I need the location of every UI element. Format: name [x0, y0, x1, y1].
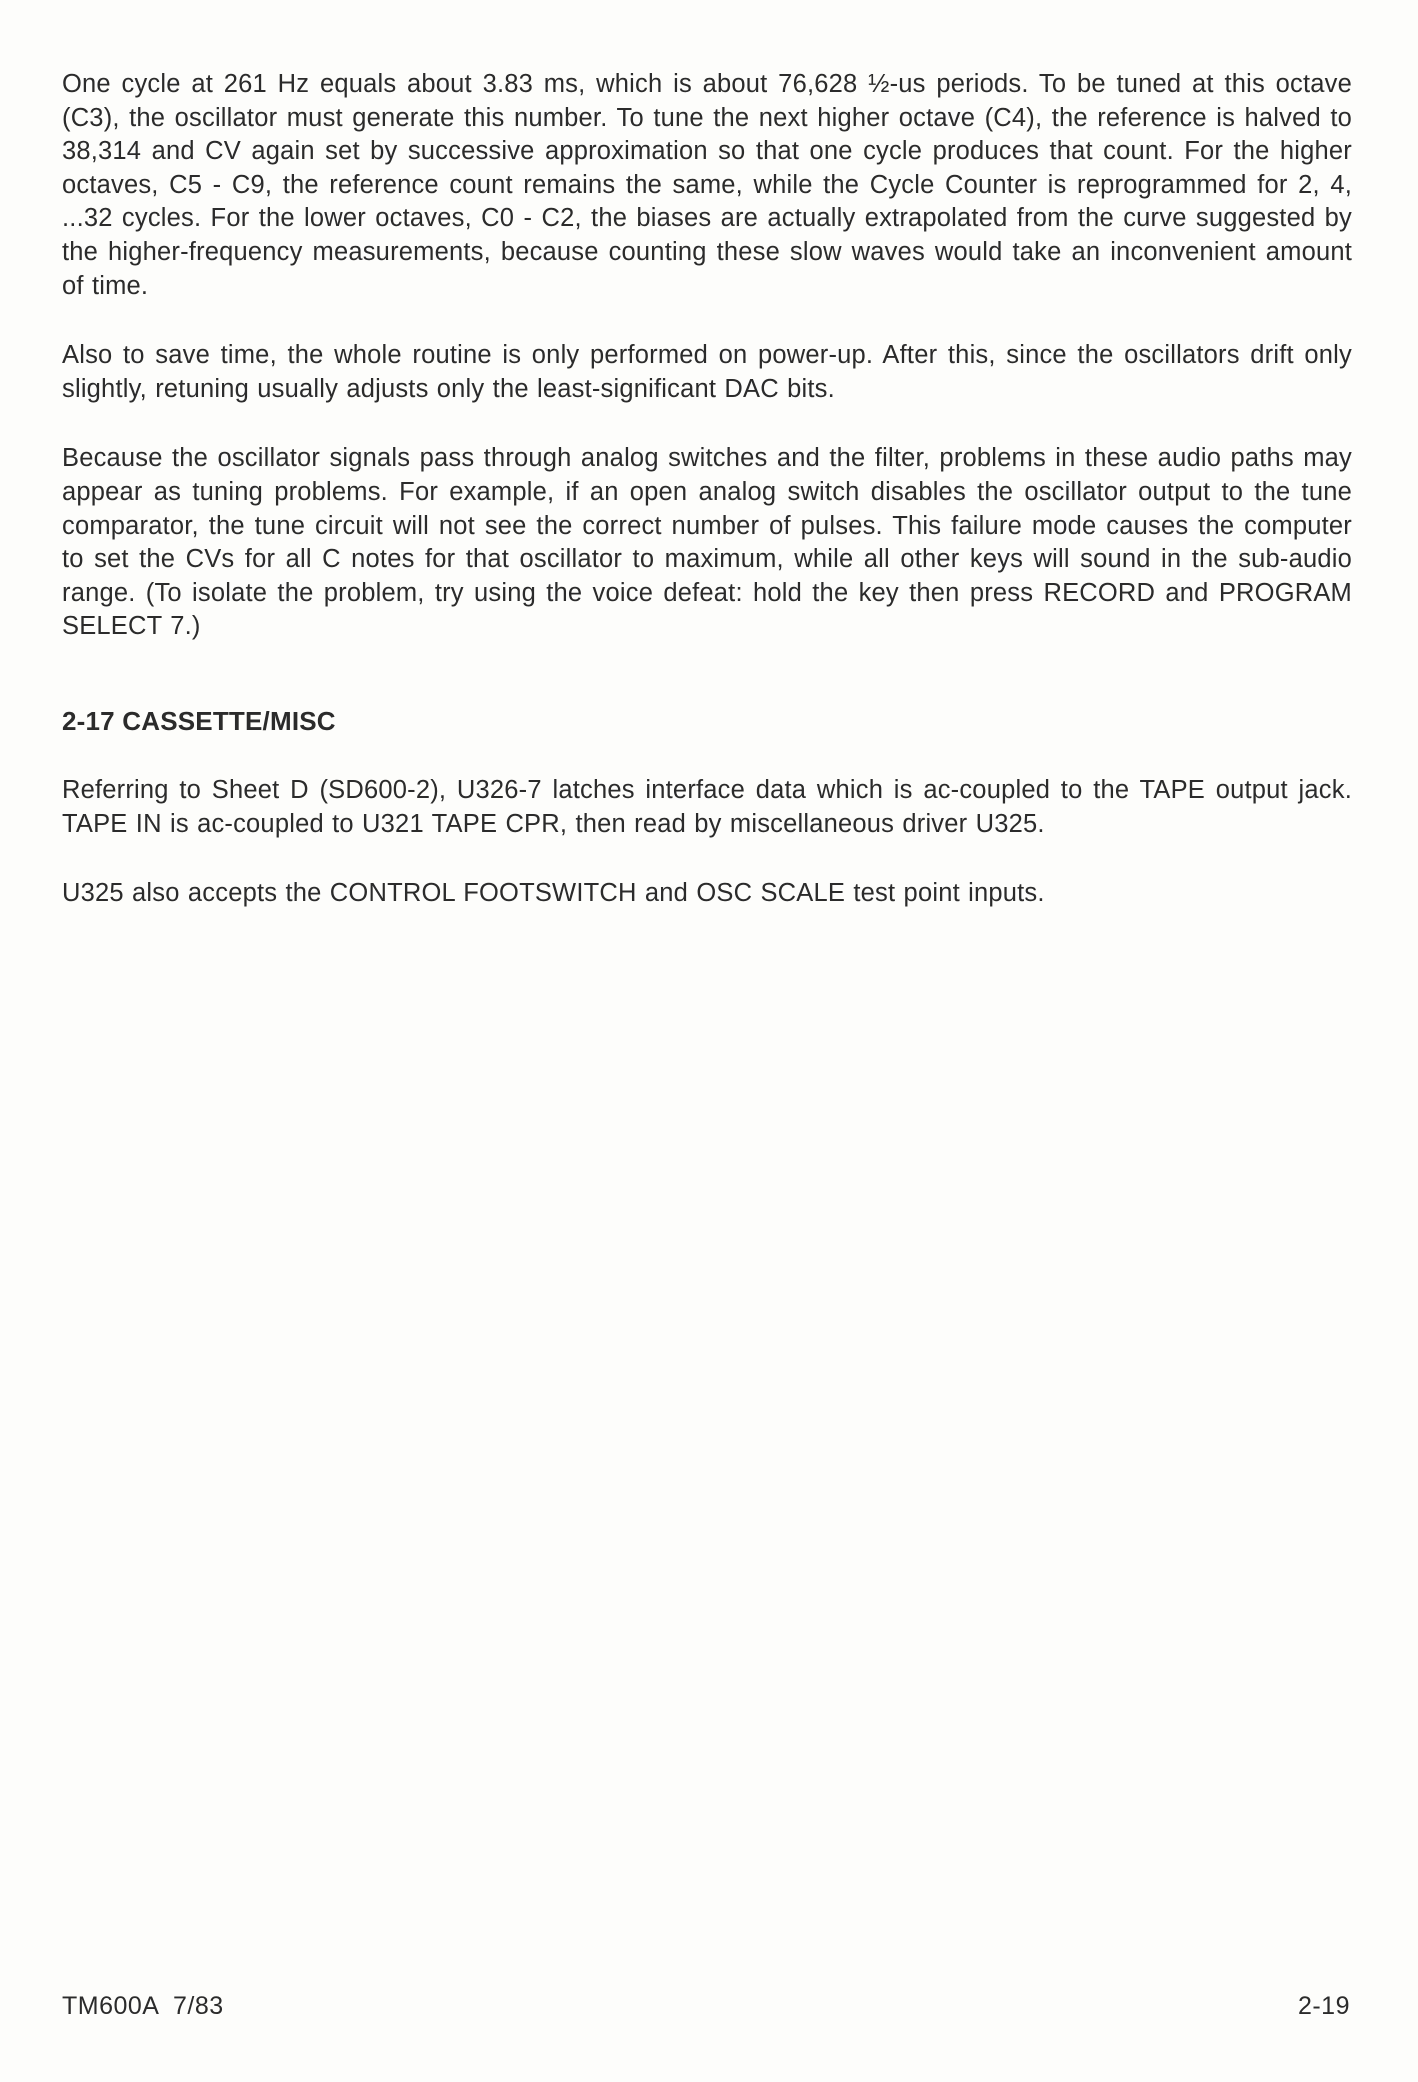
document-body: [62, 68, 1352, 911]
paragraph-cassette-interface: Referring to Sheet D (SD600-2), U326-7 latches interface data which is ac-coupled to the TAPE output jack. TAPE IN is ac-coupled to U321 TAPE CPR, then read by miscellaneous driver U325.: [62, 775, 1352, 838]
section-heading: 2-17 CASSETTE/MISC: [62, 705, 336, 736]
paragraph-power-up-routine: Also to save time, the whole routine is only performed on power-up. After this, since the oscillators drift only slightly, retuning usually adjusts only the least-significant DAC bits.: [62, 341, 1352, 403]
footer-page-number: 2-19: [1297, 1992, 1350, 2020]
footer-document-id: TM600A 7/83: [62, 1992, 224, 2020]
paragraph-tuning-octaves: One cycle at 261 Hz equals about 3.83 ms, which is about 76,628 ½-us periods. To be tuned at this octave (C3), the oscillator must generate this number. To tune the next higher octave (C4), the reference is halved to 38,314 and CV again set by successive approximation so that one cycle produces that count. For the higher octaves, C5 - C9, the reference count remains the same, while the Cycle Counter is reprogrammed for 2, 4, ...32 cycles. For the lower octaves, C0 - C2, the biases are actually extrapolated from the curve suggested by the higher-frequency measurements, because counting these slow waves would take an inconvenient amount of time.: [62, 70, 1352, 300]
paragraph-footswitch-inputs: U325 also accepts the CONTROL FOOTSWITCH and OSC SCALE test point inputs.: [62, 879, 1045, 908]
paragraph-analog-switch-problems: Because the oscillator signals pass through analog switches and the filter, problems in these audio paths may appear as tuning problems. For example, if an open analog switch disables the oscillator output to the tune comparator, the tune circuit will not see the correct number of pulses. This failure mode causes the computer to set the CVs for all C notes for that oscillator to maximum, while all other keys will sound in the sub-audio range. (To isolate the problem, try using the voice defeat: hold the key then press RECORD and PROGRAM SELECT 7.): [62, 444, 1352, 641]
